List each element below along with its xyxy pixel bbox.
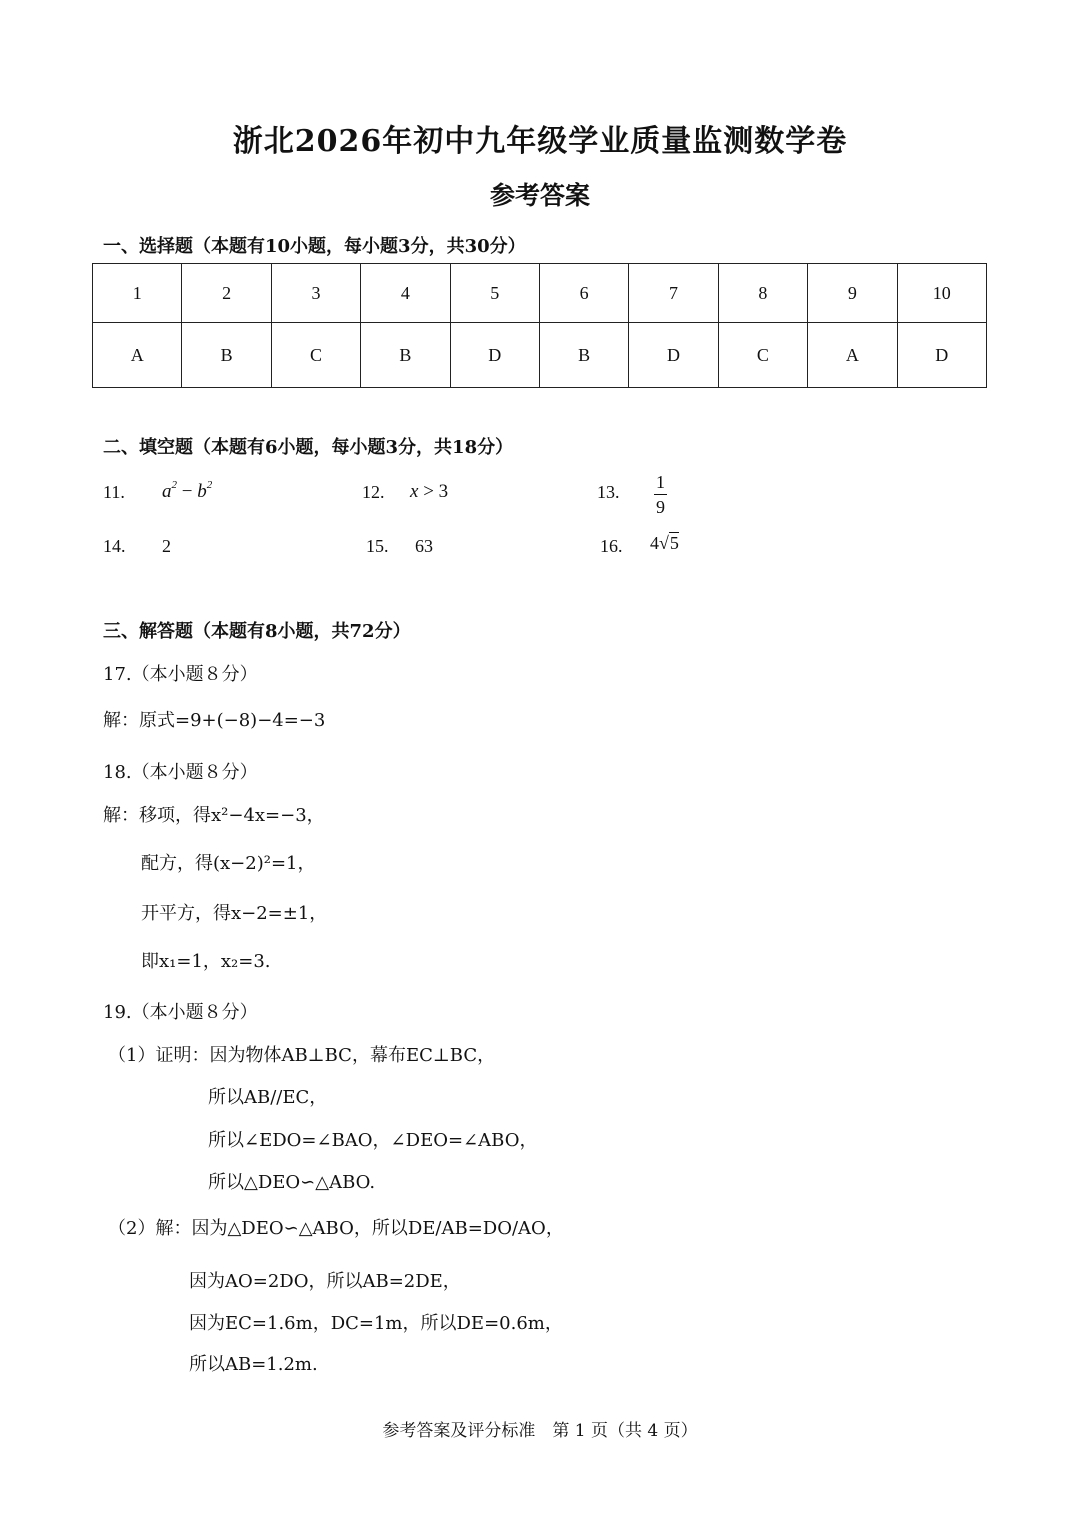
q19-line: （1）证明：因为物体AB⊥BC，幕布EC⊥BC， xyxy=(108,1045,496,1066)
q19-line: 所以△DEO∽△ABO. xyxy=(208,1172,376,1193)
q19-line: （2）解：因为△DEO∽△ABO，所以DE/AB=DO/AO， xyxy=(108,1218,564,1239)
table-cell-number: 9 xyxy=(808,264,897,323)
table-cell-answer: C xyxy=(718,323,807,388)
q19-line: 所以AB=1.2m. xyxy=(189,1354,318,1375)
q17-label: 17.（本小题８分） xyxy=(103,664,258,685)
q17-solution: 解：原式=9+(−8)−4=−3 xyxy=(103,710,326,731)
fill-item-answer: 63 xyxy=(415,536,433,556)
fill-item-number: 13. xyxy=(597,482,620,502)
table-cell-answer: B xyxy=(539,323,628,388)
fill-item-number: 15. xyxy=(366,536,389,556)
table-cell-number: 7 xyxy=(629,264,718,323)
answer-table-header-row xyxy=(93,264,987,323)
q19-line: 因为EC=1.6m，DC=1m，所以DE=0.6m， xyxy=(189,1313,563,1334)
table-cell-number: 2 xyxy=(182,264,271,323)
table-cell-answer: D xyxy=(897,323,986,388)
fill-item-number: 14. xyxy=(103,536,126,556)
table-cell-answer: B xyxy=(361,323,450,388)
answer-table-answer-row xyxy=(93,323,987,388)
fill-item-number: 12. xyxy=(362,482,385,502)
table-cell-number: 8 xyxy=(718,264,807,323)
fill-item-number: 16. xyxy=(600,536,623,556)
page-title: 浙北2026年初中九年级学业质量监测数学卷 xyxy=(232,124,848,159)
fill-item-answer: 2 xyxy=(162,536,171,556)
q18-line: 解：移项，得x²−4x=−3， xyxy=(103,805,325,826)
fill-item-answer: x > 3 xyxy=(410,481,449,502)
table-cell-answer: D xyxy=(450,323,539,388)
table-cell-answer: A xyxy=(808,323,897,388)
q19-label: 19.（本小题８分） xyxy=(103,1002,258,1023)
table-cell-number: 5 xyxy=(450,264,539,323)
q19-line: 因为AO=2DO，所以AB=2DE， xyxy=(189,1271,461,1292)
table-cell-number: 4 xyxy=(361,264,450,323)
fill-item-answer: $a^2 - b^2$ xyxy=(162,479,213,502)
answer-table xyxy=(92,263,987,388)
table-cell-number: 10 xyxy=(897,264,986,323)
table-cell-answer: B xyxy=(182,323,271,388)
q19-line: 所以∠EDO=∠BAO，∠DEO=∠ABO， xyxy=(208,1130,538,1151)
fill-item-answer: 4√5 xyxy=(650,533,679,553)
table-cell-answer: C xyxy=(271,323,360,388)
q18-line: 开平方，得x−2=±1， xyxy=(141,903,328,924)
fill-item-answer: $\frac{1}{9}$ xyxy=(656,472,665,517)
q18-label: 18.（本小题８分） xyxy=(103,762,258,783)
table-cell-number: 3 xyxy=(271,264,360,323)
section3-heading: 三、解答题（本题有8小题，共72分） xyxy=(103,621,411,642)
table-cell-answer: D xyxy=(629,323,718,388)
page-footer: 参考答案及评分标准 第 1 页（共 4 页） xyxy=(382,1421,698,1441)
page-subtitle: 参考答案 xyxy=(489,181,590,210)
table-cell-answer: A xyxy=(93,323,182,388)
fill-item-number: 11. xyxy=(103,482,125,502)
section1-heading: 一、选择题（本题有10小题，每小题3分，共30分） xyxy=(103,236,526,257)
section2-heading: 二、填空题（本题有6小题，每小题3分，共18分） xyxy=(103,437,514,458)
q19-line: 所以AB//EC， xyxy=(208,1087,328,1108)
q18-line: 配方，得(x−2)²=1， xyxy=(141,853,316,874)
q18-line: 即x₁=1，x₂=3. xyxy=(141,951,271,972)
table-cell-number: 1 xyxy=(93,264,182,323)
table-cell-number: 6 xyxy=(539,264,628,323)
